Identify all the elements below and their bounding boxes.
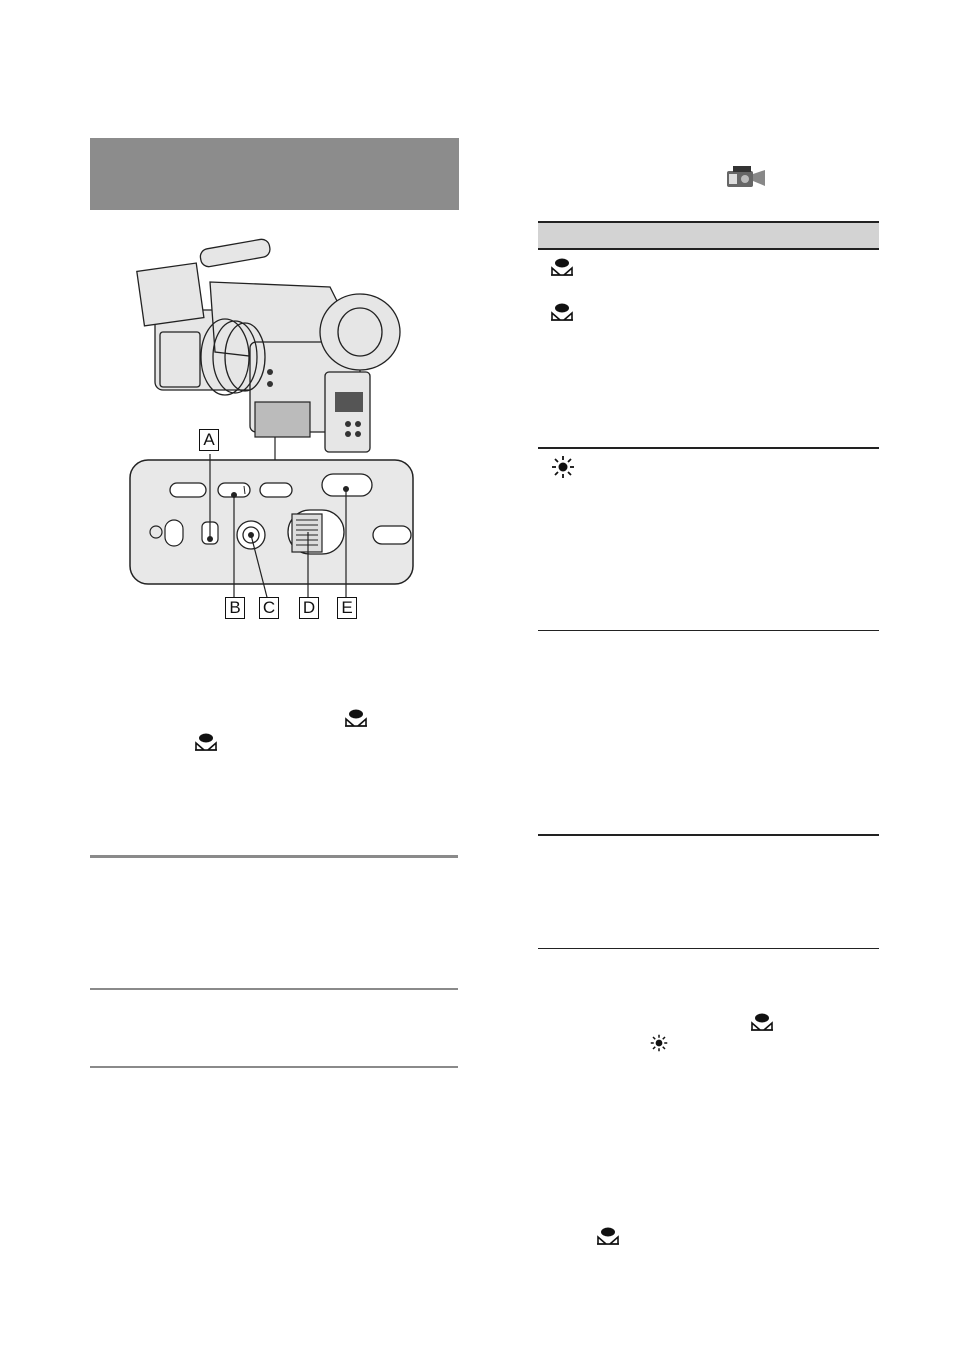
table-row-divider <box>538 948 879 949</box>
section-divider <box>90 988 458 990</box>
camera-mode-icon <box>725 165 767 189</box>
spotlight-icon <box>650 1034 668 1052</box>
table-header <box>538 221 879 250</box>
spotlight-icon <box>551 455 575 479</box>
backlight-icon <box>550 258 574 276</box>
camcorder-illustration <box>120 232 420 627</box>
backlight-icon <box>344 709 368 727</box>
callout-e: E <box>337 597 357 619</box>
table-row-divider <box>538 447 879 449</box>
backlight-icon <box>750 1013 774 1031</box>
section-divider <box>90 855 458 858</box>
backlight-icon <box>194 733 218 751</box>
table-row-divider <box>538 630 879 631</box>
callout-d: D <box>299 597 319 619</box>
callout-b: B <box>225 597 245 619</box>
callout-a: A <box>199 429 219 451</box>
backlight-icon <box>596 1227 620 1245</box>
backlight-icon <box>550 303 574 321</box>
callout-c: C <box>259 597 279 619</box>
section-title-bar <box>90 138 459 210</box>
table-row-divider <box>538 834 879 836</box>
section-divider <box>90 1066 458 1068</box>
